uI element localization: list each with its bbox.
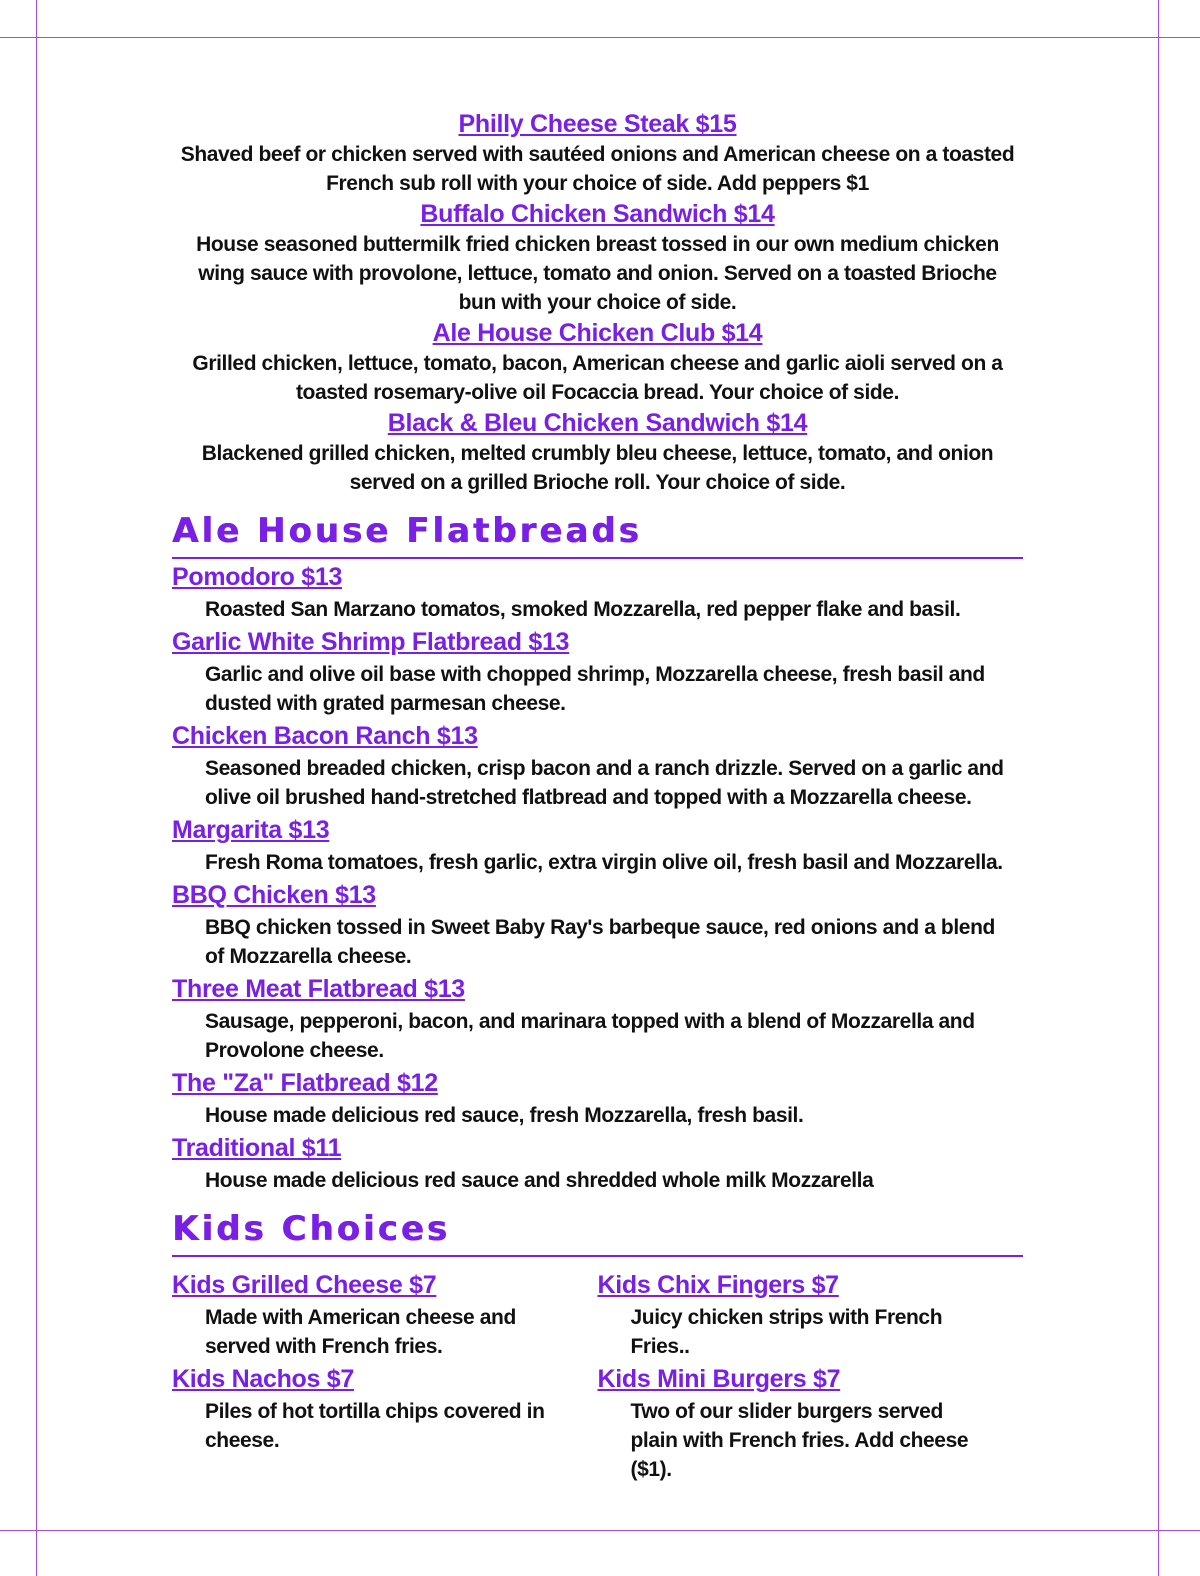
item-title[interactable]: Margarita $13 bbox=[172, 816, 330, 844]
item-title[interactable]: Pomodoro $13 bbox=[172, 563, 343, 591]
item-description bbox=[172, 1397, 598, 1455]
menu-item bbox=[172, 1067, 1023, 1130]
description-line: Garlic and olive oil base with chopped shrimp, Mozzarella cheese, fresh basil and bbox=[205, 663, 985, 686]
description-line: toasted rosemary-olive oil Focaccia bread. Your choice of side. bbox=[295, 381, 900, 404]
description-line: served with French fries. bbox=[205, 1335, 443, 1358]
description-line: Fries.. bbox=[630, 1335, 690, 1358]
sandwich-list bbox=[172, 108, 1023, 497]
description-line: cheese. bbox=[205, 1429, 280, 1452]
item-description bbox=[172, 439, 1023, 497]
description-line: Juicy chicken strips with French bbox=[630, 1306, 943, 1329]
flatbreads-heading: Ale House Flatbreads bbox=[172, 511, 1023, 559]
item-description bbox=[172, 1166, 1023, 1195]
description-line: of Mozzarella cheese. bbox=[205, 945, 412, 968]
description-line: Blackened grilled chicken, melted crumbly bleu cheese, lettuce, tomato, and onion bbox=[201, 442, 994, 465]
item-description bbox=[172, 595, 1023, 624]
item-description bbox=[172, 349, 1023, 407]
description-line: House seasoned buttermilk fried chicken breast tossed in our own medium chicken bbox=[196, 233, 999, 256]
menu-item bbox=[172, 317, 1023, 407]
kids-column-right bbox=[598, 1267, 1024, 1484]
item-description bbox=[598, 1303, 1024, 1361]
menu-page bbox=[172, 108, 1023, 1484]
description-line: Shaved beef or chicken served with sautéed onions and American cheese on a toasted bbox=[180, 143, 1015, 166]
description-line: BBQ chicken tossed in Sweet Baby Ray's barbeque sauce, red onions and a blend bbox=[205, 916, 995, 939]
menu-item bbox=[172, 720, 1023, 812]
item-title[interactable]: Three Meat Flatbread $13 bbox=[172, 975, 465, 1003]
menu-item bbox=[172, 626, 1023, 718]
menu-item bbox=[172, 1269, 598, 1361]
crop-mark-top bbox=[0, 37, 1200, 38]
description-line: Fresh Roma tomatoes, fresh garlic, extra virgin olive oil, fresh basil and Mozzarella. bbox=[205, 851, 1003, 874]
item-title[interactable]: Ale House Chicken Club $14 bbox=[432, 319, 763, 347]
description-line: Provolone cheese. bbox=[205, 1039, 384, 1062]
description-line: plain with French fries. Add cheese bbox=[630, 1429, 969, 1452]
menu-item bbox=[172, 814, 1023, 877]
item-description bbox=[172, 754, 1023, 812]
menu-item bbox=[172, 108, 1023, 198]
item-title[interactable]: Philly Cheese Steak $15 bbox=[458, 110, 737, 138]
item-title[interactable]: Buffalo Chicken Sandwich $14 bbox=[420, 200, 775, 228]
item-title[interactable]: Kids Mini Burgers $7 bbox=[597, 1365, 841, 1393]
menu-item bbox=[172, 973, 1023, 1065]
item-title[interactable]: Kids Grilled Cheese $7 bbox=[172, 1271, 437, 1299]
description-line: wing sauce with provolone, lettuce, tomato and onion. Served on a toasted Brioche bbox=[198, 262, 997, 285]
description-line: House made delicious red sauce, fresh Mozzarella, fresh basil. bbox=[205, 1104, 804, 1127]
description-line: Made with American cheese and bbox=[205, 1306, 516, 1329]
menu-item bbox=[598, 1269, 1024, 1361]
description-line: Sausage, pepperoni, bacon, and marinara topped with a blend of Mozzarella and bbox=[205, 1010, 975, 1033]
description-line: ($1). bbox=[630, 1458, 672, 1481]
description-line: served on a grilled Brioche roll. Your choice of side. bbox=[349, 471, 846, 494]
description-line: House made delicious red sauce and shredded whole milk Mozzarella bbox=[205, 1169, 874, 1192]
menu-item bbox=[598, 1363, 1024, 1484]
flatbread-list bbox=[172, 561, 1023, 1195]
item-description bbox=[172, 660, 1023, 718]
item-title[interactable]: Kids Chix Fingers $7 bbox=[597, 1271, 839, 1299]
kids-heading: Kids Choices bbox=[172, 1209, 1023, 1257]
menu-item bbox=[172, 407, 1023, 497]
item-description bbox=[172, 1303, 598, 1361]
crop-mark-right bbox=[1158, 0, 1159, 1576]
description-line: Roasted San Marzano tomatos, smoked Mozzarella, red pepper flake and basil. bbox=[205, 598, 961, 621]
menu-item bbox=[172, 1363, 598, 1455]
item-title[interactable]: Black & Bleu Chicken Sandwich $14 bbox=[387, 409, 808, 437]
item-description bbox=[172, 848, 1023, 877]
description-line: bun with your choice of side. bbox=[458, 291, 737, 314]
menu-item bbox=[172, 879, 1023, 971]
description-line: Piles of hot tortilla chips covered in bbox=[205, 1400, 545, 1423]
item-description bbox=[172, 913, 1023, 971]
item-description bbox=[172, 1101, 1023, 1130]
description-line: olive oil brushed hand-stretched flatbread and topped with a Mozzarella cheese. bbox=[205, 786, 972, 809]
description-line: French sub roll with your choice of side. Add peppers $1 bbox=[326, 172, 869, 195]
menu-item bbox=[172, 1132, 1023, 1195]
kids-column-left bbox=[172, 1267, 598, 1484]
item-title[interactable]: Kids Nachos $7 bbox=[172, 1365, 354, 1393]
crop-mark-left bbox=[36, 0, 37, 1576]
item-title[interactable]: The "Za" Flatbread $12 bbox=[172, 1069, 438, 1097]
item-title[interactable]: Garlic White Shrimp Flatbread $13 bbox=[172, 628, 570, 656]
item-title[interactable]: Traditional $11 bbox=[172, 1134, 342, 1162]
menu-item bbox=[172, 198, 1023, 317]
item-title[interactable]: BBQ Chicken $13 bbox=[172, 881, 376, 909]
kids-menu-grid bbox=[172, 1267, 1023, 1484]
description-line: Grilled chicken, lettuce, tomato, bacon, American cheese and garlic aioli served on a bbox=[192, 352, 1003, 375]
description-line: Seasoned breaded chicken, crisp bacon and a ranch drizzle. Served on a garlic and bbox=[205, 757, 1004, 780]
crop-mark-bottom bbox=[0, 1530, 1200, 1531]
item-description bbox=[172, 140, 1023, 198]
item-description bbox=[598, 1397, 1024, 1484]
item-title[interactable]: Chicken Bacon Ranch $13 bbox=[172, 722, 478, 750]
description-line: Two of our slider burgers served bbox=[630, 1400, 943, 1423]
menu-item bbox=[172, 561, 1023, 624]
item-description bbox=[172, 1007, 1023, 1065]
description-line: dusted with grated parmesan cheese. bbox=[205, 692, 566, 715]
item-description bbox=[172, 230, 1023, 317]
